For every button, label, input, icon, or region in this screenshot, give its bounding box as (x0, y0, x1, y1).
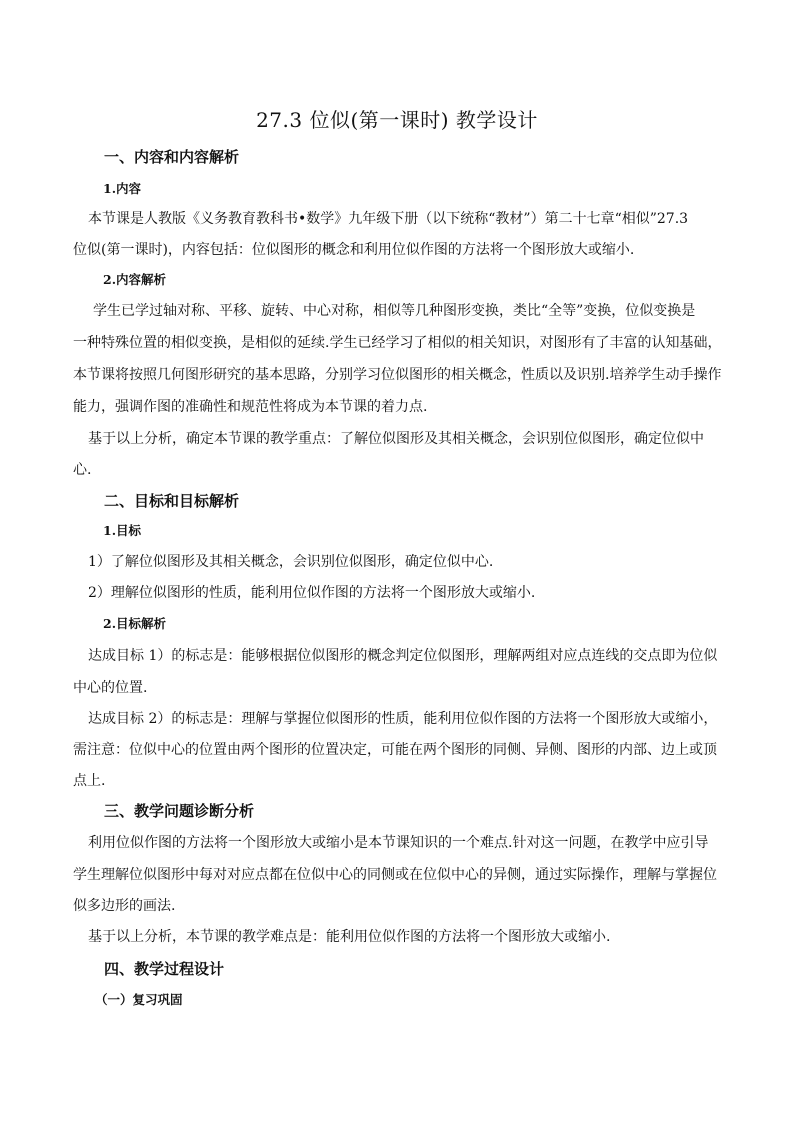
paragraph-line: 一种特殊位置的相似变换，是相似的延续.学生已经学习了相似的相关知识，对图形有了丰富的认知基础， (73, 335, 722, 351)
paragraph-line: 1）了解位似图形及其相关概念，会识别位似图形，确定位似中心. (88, 554, 494, 570)
paragraph-line: 达成目标 2）的标志是：理解与掌握位似图形的性质，能利用位似作图的方法将一个图形放大或缩小， (88, 711, 718, 727)
paragraph-line: 达成目标 1）的标志是：能够根据位似图形的概念判定位似图形，理解两组对应点连线的交点即为位似 (88, 648, 718, 664)
paragraph-line: 点上. (73, 773, 106, 789)
subsection-heading-content: 1.内容 (103, 181, 142, 196)
paragraph-line: 能力，强调作图的准确性和规范性将成为本节课的着力点. (73, 399, 428, 415)
subsection-heading-review: （一）复习巩固 (95, 992, 183, 1007)
subsection-heading-content-analysis: 2.内容解析 (103, 272, 167, 287)
section-heading-3: 三、教学问题诊断分析 (104, 802, 255, 820)
paragraph-line: 基于以上分析，本节课的教学难点是：能利用位似作图的方法将一个图形放大或缩小. (88, 929, 611, 945)
paragraph-line: 学生已学过轴对称、平移、旋转、中心对称，相似等几种图形变换，类比“全等”变换，位似变换是 (93, 303, 696, 319)
paragraph-line: 学生理解位似图形中每对对应点都在位似中心的同侧或在位似中心的异侧，通过实际操作，理解与掌握位 (73, 867, 717, 883)
paragraph-line: 本节课是人教版《义务教育教科书•数学》九年级下册（以下统称“教材”）第二十七章“相似”27.3 (88, 211, 689, 227)
paragraph-line: 2）理解位似图形的性质，能利用位似作图的方法将一个图形放大或缩小. (88, 585, 536, 601)
paragraph-line: 需注意：位似中心的位置由两个图形的位置决定，可能在两个图形的同侧、异侧、图形的内部、边上或顶 (73, 742, 717, 758)
section-heading-1: 一、内容和内容解析 (104, 148, 240, 166)
section-heading-4: 四、教学过程设计 (104, 960, 225, 978)
document-title: 27.3 位似(第一课时) 教学设计 (256, 108, 538, 132)
subsection-heading-goal-analysis: 2.目标解析 (103, 616, 167, 631)
paragraph-line: 似多边形的画法. (73, 898, 176, 914)
paragraph-line: 中心的位置. (73, 680, 148, 696)
paragraph-line: 本节课将按照几何图形研究的基本思路，分别学习位似图形的相关概念，性质以及识别.培养学生动手操作 (73, 367, 722, 383)
paragraph-line: 基于以上分析，确定本节课的教学重点：了解位似图形及其相关概念，会识别位似图形，确定位似中 (88, 431, 704, 447)
section-heading-2: 二、目标和目标解析 (104, 492, 240, 510)
paragraph-line: 利用位似作图的方法将一个图形放大或缩小是本节课知识的一个难点.针对这一问题，在教学中应引导 (88, 835, 709, 851)
subsection-heading-goals: 1.目标 (103, 523, 142, 538)
paragraph-line: 位似(第一课时)，内容包括：位似图形的概念和利用位似作图的方法将一个图形放大或缩小. (73, 242, 635, 258)
paragraph-line: 心. (73, 462, 92, 478)
